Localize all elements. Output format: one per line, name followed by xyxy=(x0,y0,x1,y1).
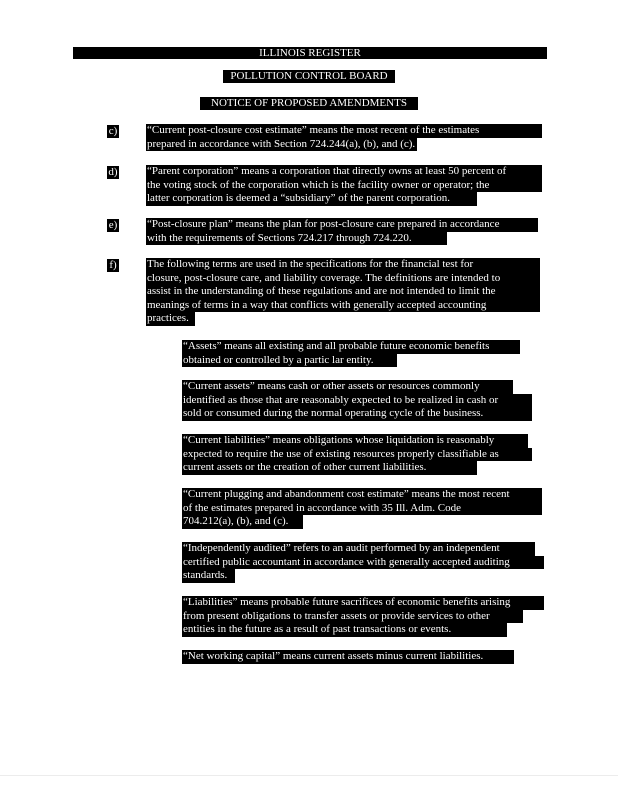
item-label-f: f) xyxy=(107,259,119,272)
term-current-plugging-abandonment-cost-estimate: “Current plugging and abandonment cost estimate” means the most recent of the estimates prepared in accordance with 35 Ill. Adm. Code 704.212(a), (b), and (c). xyxy=(182,488,542,529)
term-net-working-capital: “Net working capital” means current assets minus current liabilities. xyxy=(182,650,514,664)
term-current-liabilities: “Current liabilities” means obligations whose liquidation is reasonably expected to require the use of existing resources properly classifiable as current assets or the creation of other current liabilities. xyxy=(182,434,532,475)
financial-test-terms-intro: The following terms are used in the specifications for the financial test for closure, post-closure care, and liability coverage. The definitions are intended to assist in the understanding of these regulations and are not intended to limit the meanings of terms in a way that conflicts with generally accepted accounting practices. xyxy=(146,258,540,326)
term-assets: “Assets” means all existing and all probable future economic benefits obtained or controlled by a partic lar entity. xyxy=(182,340,520,367)
definition-current-post-closure-cost-estimate: “Current post-closure cost estimate” means the most recent of the estimates prepared in accordance with Section 724.244(a), (b), and (c). xyxy=(146,124,542,151)
item-label-e: e) xyxy=(108,219,118,231)
register-header-bar xyxy=(73,47,547,59)
term-current-assets: “Current assets” means cash or other assets or resources commonly identified as those that are reasonably expected to be realized in cash or sold or consumed during the normal operating cycle of the business. xyxy=(182,380,532,421)
board-name: POLLUTION CONTROL BOARD xyxy=(223,70,395,83)
item-label-c: c) xyxy=(108,125,118,137)
page-bottom-rule xyxy=(0,775,618,776)
definition-post-closure-plan: “Post-closure plan” means the plan for post-closure care prepared in accordance with the requirements of Sections 724.217 through 724.220. xyxy=(146,218,538,245)
item-label-d: d) xyxy=(108,166,118,178)
term-liabilities: “Liabilities” means probable future sacrifices of economic benefits arising from present obligations to transfer assets or provide services to other entities in the future as a result of past transactions or events. xyxy=(182,596,544,637)
notice-title: NOTICE OF PROPOSED AMENDMENTS xyxy=(200,97,418,110)
term-independently-audited: “Independently audited” refers to an audit performed by an independent certified public accountant in accordance with generally accepted auditing standards. xyxy=(182,542,544,583)
definition-parent-corporation: “Parent corporation” means a corporation that directly owns at least 50 percent of the voting stock of the corporation which is the facility owner or operator; the latter corporation is deemed a “subsidiary” of the parent corporation. xyxy=(146,165,542,206)
register-title: ILLINOIS REGISTER xyxy=(259,47,361,59)
